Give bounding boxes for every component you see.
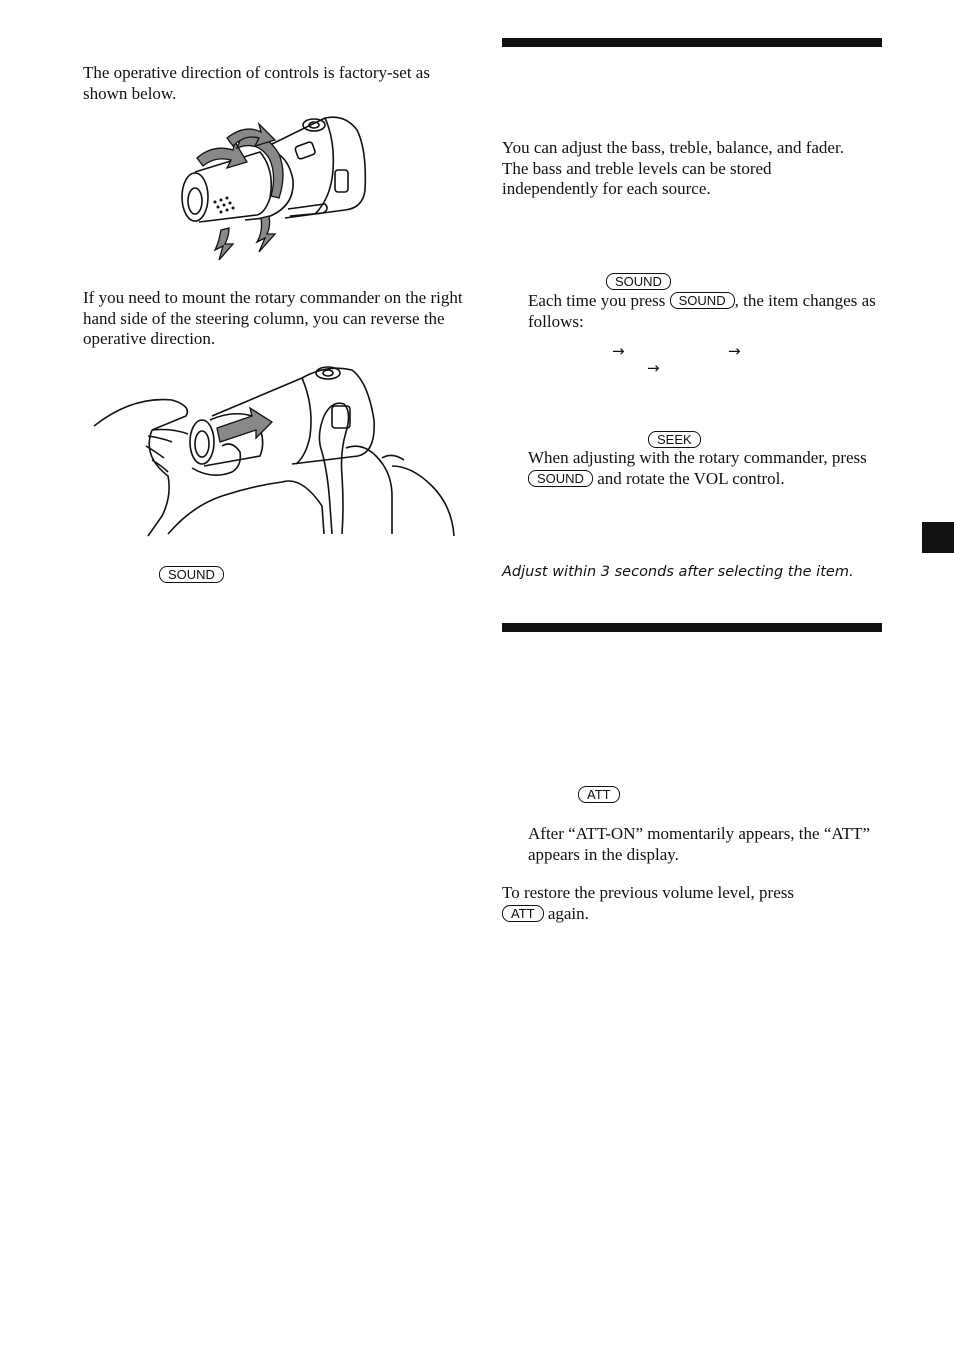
sound-step1-description: Each time you press SOUND , the item changes as follows: (528, 291, 876, 331)
sound-inline-key: SOUND (670, 292, 735, 309)
sound-key: SOUND (159, 566, 224, 583)
section-rule-sound (502, 38, 882, 47)
factory-direction-text: The operative direction of controls is factory-set as shown below. (83, 63, 430, 103)
page-edge-tab (922, 522, 954, 553)
cycle-arrow: → (612, 342, 625, 360)
att-restore-text: To restore the previous volume level, press ATT again. (502, 883, 794, 923)
cycle-arrow: → (647, 359, 660, 377)
sound-intro-text: You can adjust the bass, treble, balance, and fader. The bass and treble levels can be stored independently for each source. (502, 138, 844, 199)
att-inline-key: ATT (502, 905, 544, 922)
section-rule-att (502, 623, 882, 632)
rotary-commander-illustration (175, 110, 375, 260)
reverse-direction-text: If you need to mount the rotary commander on the right hand side of the steering column, you can reverse the operative direction. (83, 288, 463, 349)
sound-note: Adjust within 3 seconds after selecting the item. (502, 563, 854, 580)
hand-pressing-commander-illustration (92, 356, 458, 540)
sound-step2-description: When adjusting with the rotary commander, press SOUND and rotate the VOL control. (528, 448, 867, 488)
sound-step1-key: SOUND (606, 273, 671, 290)
att-key: ATT (578, 786, 620, 803)
sound-inline-key: SOUND (528, 470, 593, 487)
att-step-description: After “ATT-ON” momentarily appears, the “ATT” appears in the display. (528, 824, 871, 864)
seek-key: SEEK (648, 431, 701, 448)
cycle-arrow: → (728, 342, 741, 360)
